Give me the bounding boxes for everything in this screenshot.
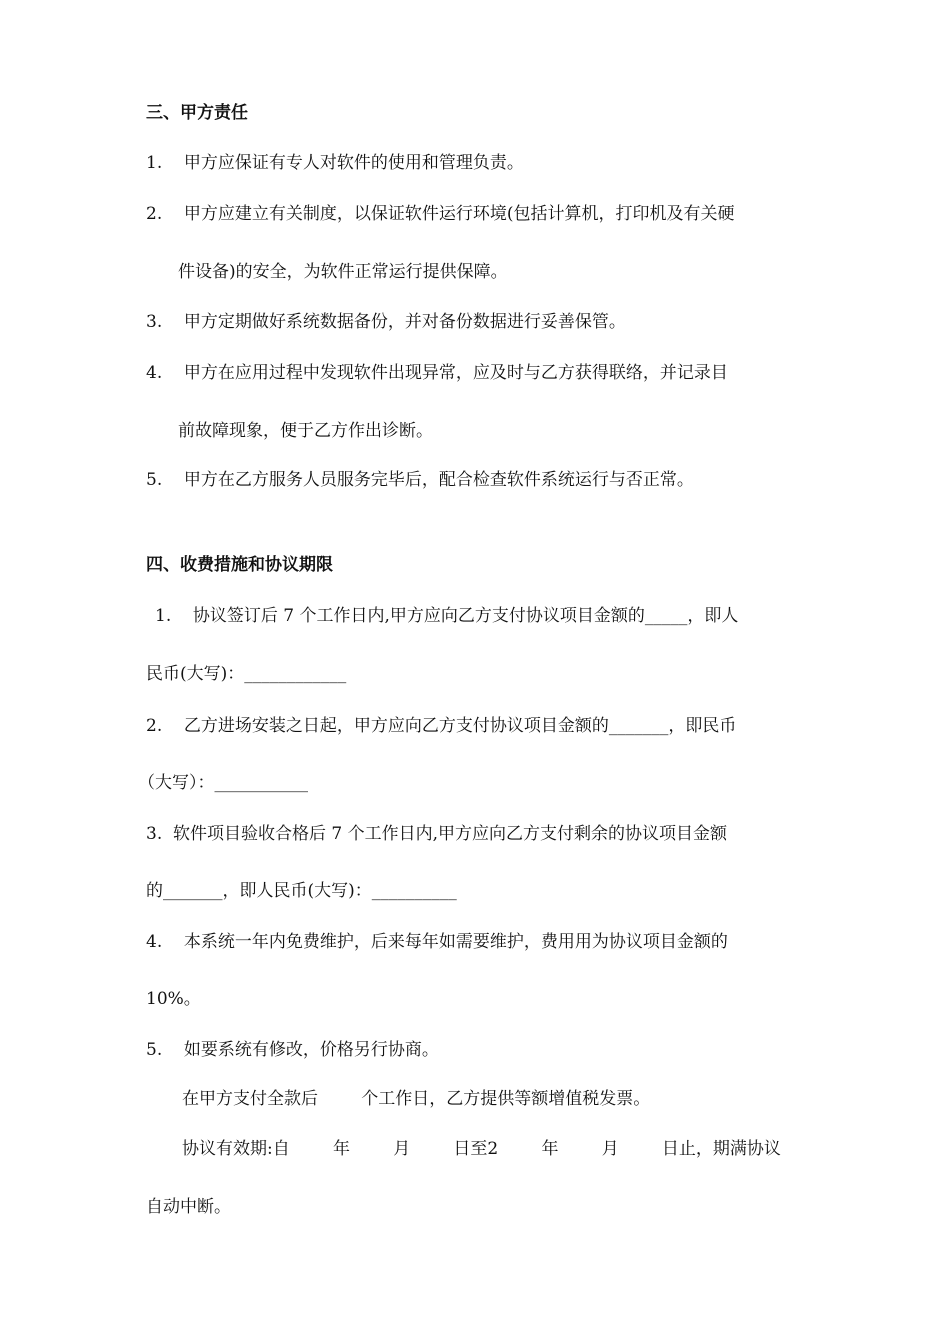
section4-item1-line1: 1. 协议签订后 7 个工作日内,甲方应向乙方支付协议项目金额的_____，即人 [155, 606, 739, 626]
section3-item5-line1: 5. 甲方在乙方服务人员服务完毕后，配合检查软件系统运行与否正常。 [146, 470, 694, 490]
section4-item5-line1: 5. 如要系统有修改，价格另行协商。 [146, 1040, 439, 1060]
section3-item2-line1: 2. 甲方应建立有关制度，以保证软件运行环境(包括计算机，打印机及有关硬 [146, 204, 735, 224]
section4-item1-line2: 民币(大写)：____________ [146, 664, 347, 684]
section4-item2-line1: 2. 乙方进场安装之日起，甲方应向乙方支付协议项目金额的_______，即民币 [146, 716, 737, 736]
section3-item4-line2: 前故障现象，便于乙方作出诊断。 [178, 421, 433, 441]
section4-item3-line1: 3. 软件项目验收合格后 7 个工作日内,甲方应向乙方支付剩余的协议项目金额 [146, 824, 728, 844]
section4-item4-line1: 4. 本系统一年内免费维护，后来每年如需要维护，费用用为协议项目金额的 [146, 932, 728, 952]
invoice-clause: 在甲方支付全款后 个工作日，乙方提供等额增值税发票。 [182, 1089, 651, 1109]
section4-item3-line2: 的_______，即人民币(大写)：__________ [146, 881, 457, 901]
section3-item1-line1: 1. 甲方应保证有专人对软件的使用和管理负责。 [146, 153, 524, 173]
section3-item2-line2: 件设备)的安全，为软件正常运行提供保障。 [178, 262, 508, 282]
validity-clause-line1: 协议有效期:自 年 月 日至2 年 月 日止，期满协议 [182, 1139, 781, 1159]
section4-item2-line2: （大写）：___________ [138, 773, 308, 793]
section4-item4-line2: 10%。 [146, 989, 201, 1009]
section4-heading: 四、收费措施和协议期限 [146, 555, 333, 575]
validity-clause-line2: 自动中断。 [146, 1197, 231, 1217]
section3-heading: 三、甲方责任 [146, 103, 248, 123]
section3-item4-line1: 4. 甲方在应用过程中发现软件出现异常，应及时与乙方获得联络，并记录目 [146, 363, 728, 383]
section3-item3-line1: 3. 甲方定期做好系统数据备份，并对备份数据进行妥善保管。 [146, 312, 626, 332]
